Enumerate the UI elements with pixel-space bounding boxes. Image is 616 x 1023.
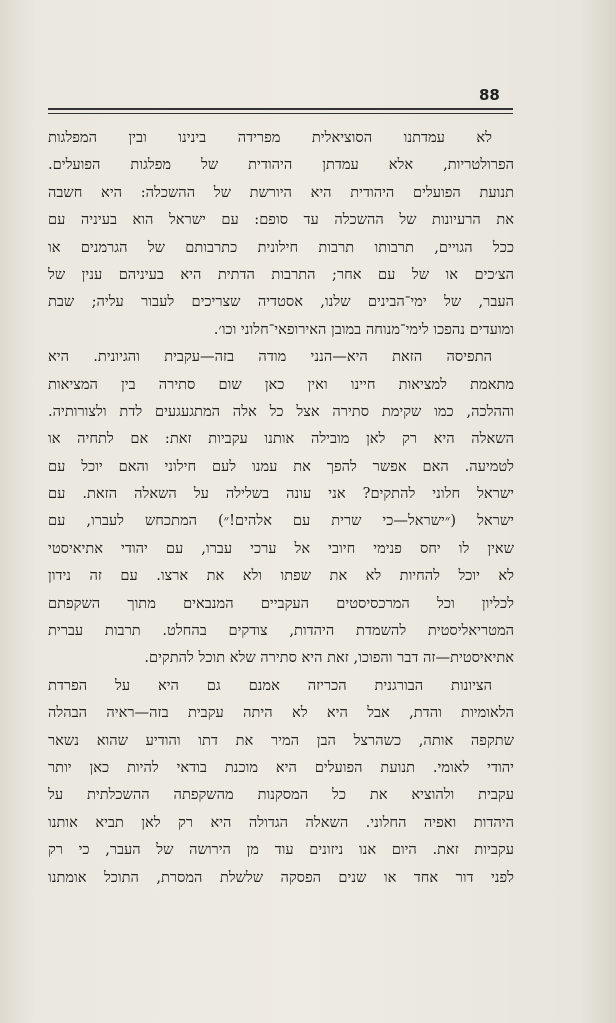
text-line: המטריאליסטית להשמדת היהדות, צודקים בהחלט. תרבות עברית bbox=[48, 622, 514, 640]
text-line: ישראל (״ישראל—כי שרית עם אלהים!״) המתכחש לעברו, עם bbox=[48, 512, 514, 530]
body-text bbox=[48, 124, 514, 891]
text-line: הצ׳כים או של עם אחר; התרבות הדתית היא בעיניהם ענין של bbox=[48, 265, 514, 283]
text-line: התפיסה הזאת היא—הנני מודה בזה—עקבית והגיונית. היא bbox=[48, 348, 492, 366]
text-line: יהודי לאומי. תנועת הפועלים היא מוכנת בודאי להיות כאן יותר bbox=[48, 758, 514, 776]
text-line: העבר, של ימי־הבינים שלנו, אסטדיה שצריכים לעבור עליה; שבת bbox=[48, 293, 514, 311]
text-line: תנועת הפועלים היהודית היא היורשת של ההשכלה: היא חשבה bbox=[48, 183, 514, 201]
text-line: לכליון וכל המרכסיסטים העקביים המנבאים מתוך השקפתם bbox=[48, 594, 514, 612]
text-line: וההלכה, כמו שקימת סתירה אצל כל אלה המתגעגעים לדת ולצורותיה. bbox=[48, 402, 514, 420]
text-line: היהדות ואפיה החלוני. השאלה הגדולה היא רק לאן תביא אותנו bbox=[48, 813, 514, 831]
text-line: מתאמת למציאות חיינו ואין כאן שום סתירה בין המציאות bbox=[48, 375, 514, 393]
text-line: לא יוכל להחיות לא את שפתו ולא את ארצו. עם זה נידון bbox=[48, 567, 514, 585]
text-line: השאלה היא רק לאן מובילה אותנו עקביות זאת: אם לתחיה או bbox=[48, 430, 514, 448]
text-line: ככל הגויים, תרבותו תרבות חילונית כתרבותם של הגרמנים או bbox=[48, 238, 514, 256]
text-line: ישראל חלוני להתקים? אני עונה בשלילה על השאלה הזאת. עם bbox=[48, 485, 514, 503]
text-line: לטמיעה. האם אפשר להפך את עמנו לעם חילוני והאם יוכל עם bbox=[48, 457, 514, 475]
text-line: שתקפה אותה, כשהרצל הבן המיר את דתו והודיע שהוא נשאר bbox=[48, 731, 514, 749]
text-line: הלאומיות והדת, אבל היא לא היתה עקבית בזה—ראיה הבהלה bbox=[48, 704, 514, 722]
text-line: הציונות הבורגנית הכריזה אמנם גם היא על הפרדת bbox=[48, 676, 492, 694]
text-line: את הרעיונות של ההשכלה עד סופם: עם ישראל הוא בעיניה עם bbox=[48, 211, 514, 229]
header-rule-top bbox=[48, 108, 513, 110]
header-rule-bottom bbox=[48, 113, 513, 114]
page-number: 88 bbox=[479, 86, 500, 104]
text-line: עקבית ולהוציא את כל המסקנות מהשקפתה ההשכלתית על bbox=[48, 786, 514, 804]
text-line: ומועדים נהפכו לימי־מנוחה במובן האירופאי־חלוני וכו׳. bbox=[213, 320, 514, 338]
text-line: לא עמדתנו הסוציאלית מפרידה בינינו ובין המפלגות bbox=[48, 129, 492, 146]
text-line: לפני דור אחד או שנים הפסקה שלשלת המסרת, התוכל אומתנו bbox=[48, 868, 514, 886]
text-line: עקביות זאת. היום אנו ניזונים עוד מן הירושה של העבר, כי רק bbox=[48, 841, 514, 859]
text-line: הפרולטריות, אלא עמדתן היהודית של מפלגות הפועלים. bbox=[48, 156, 514, 174]
text-line: אתיאיסטית—זה דבר והפוכו, זאת היא סתירה שלא תוכל להתקים. bbox=[144, 649, 514, 667]
text-line: שאין לו יחס פנימי חיובי אל ערכי עברו, עם יהודי אתיאיסטי bbox=[48, 539, 514, 557]
